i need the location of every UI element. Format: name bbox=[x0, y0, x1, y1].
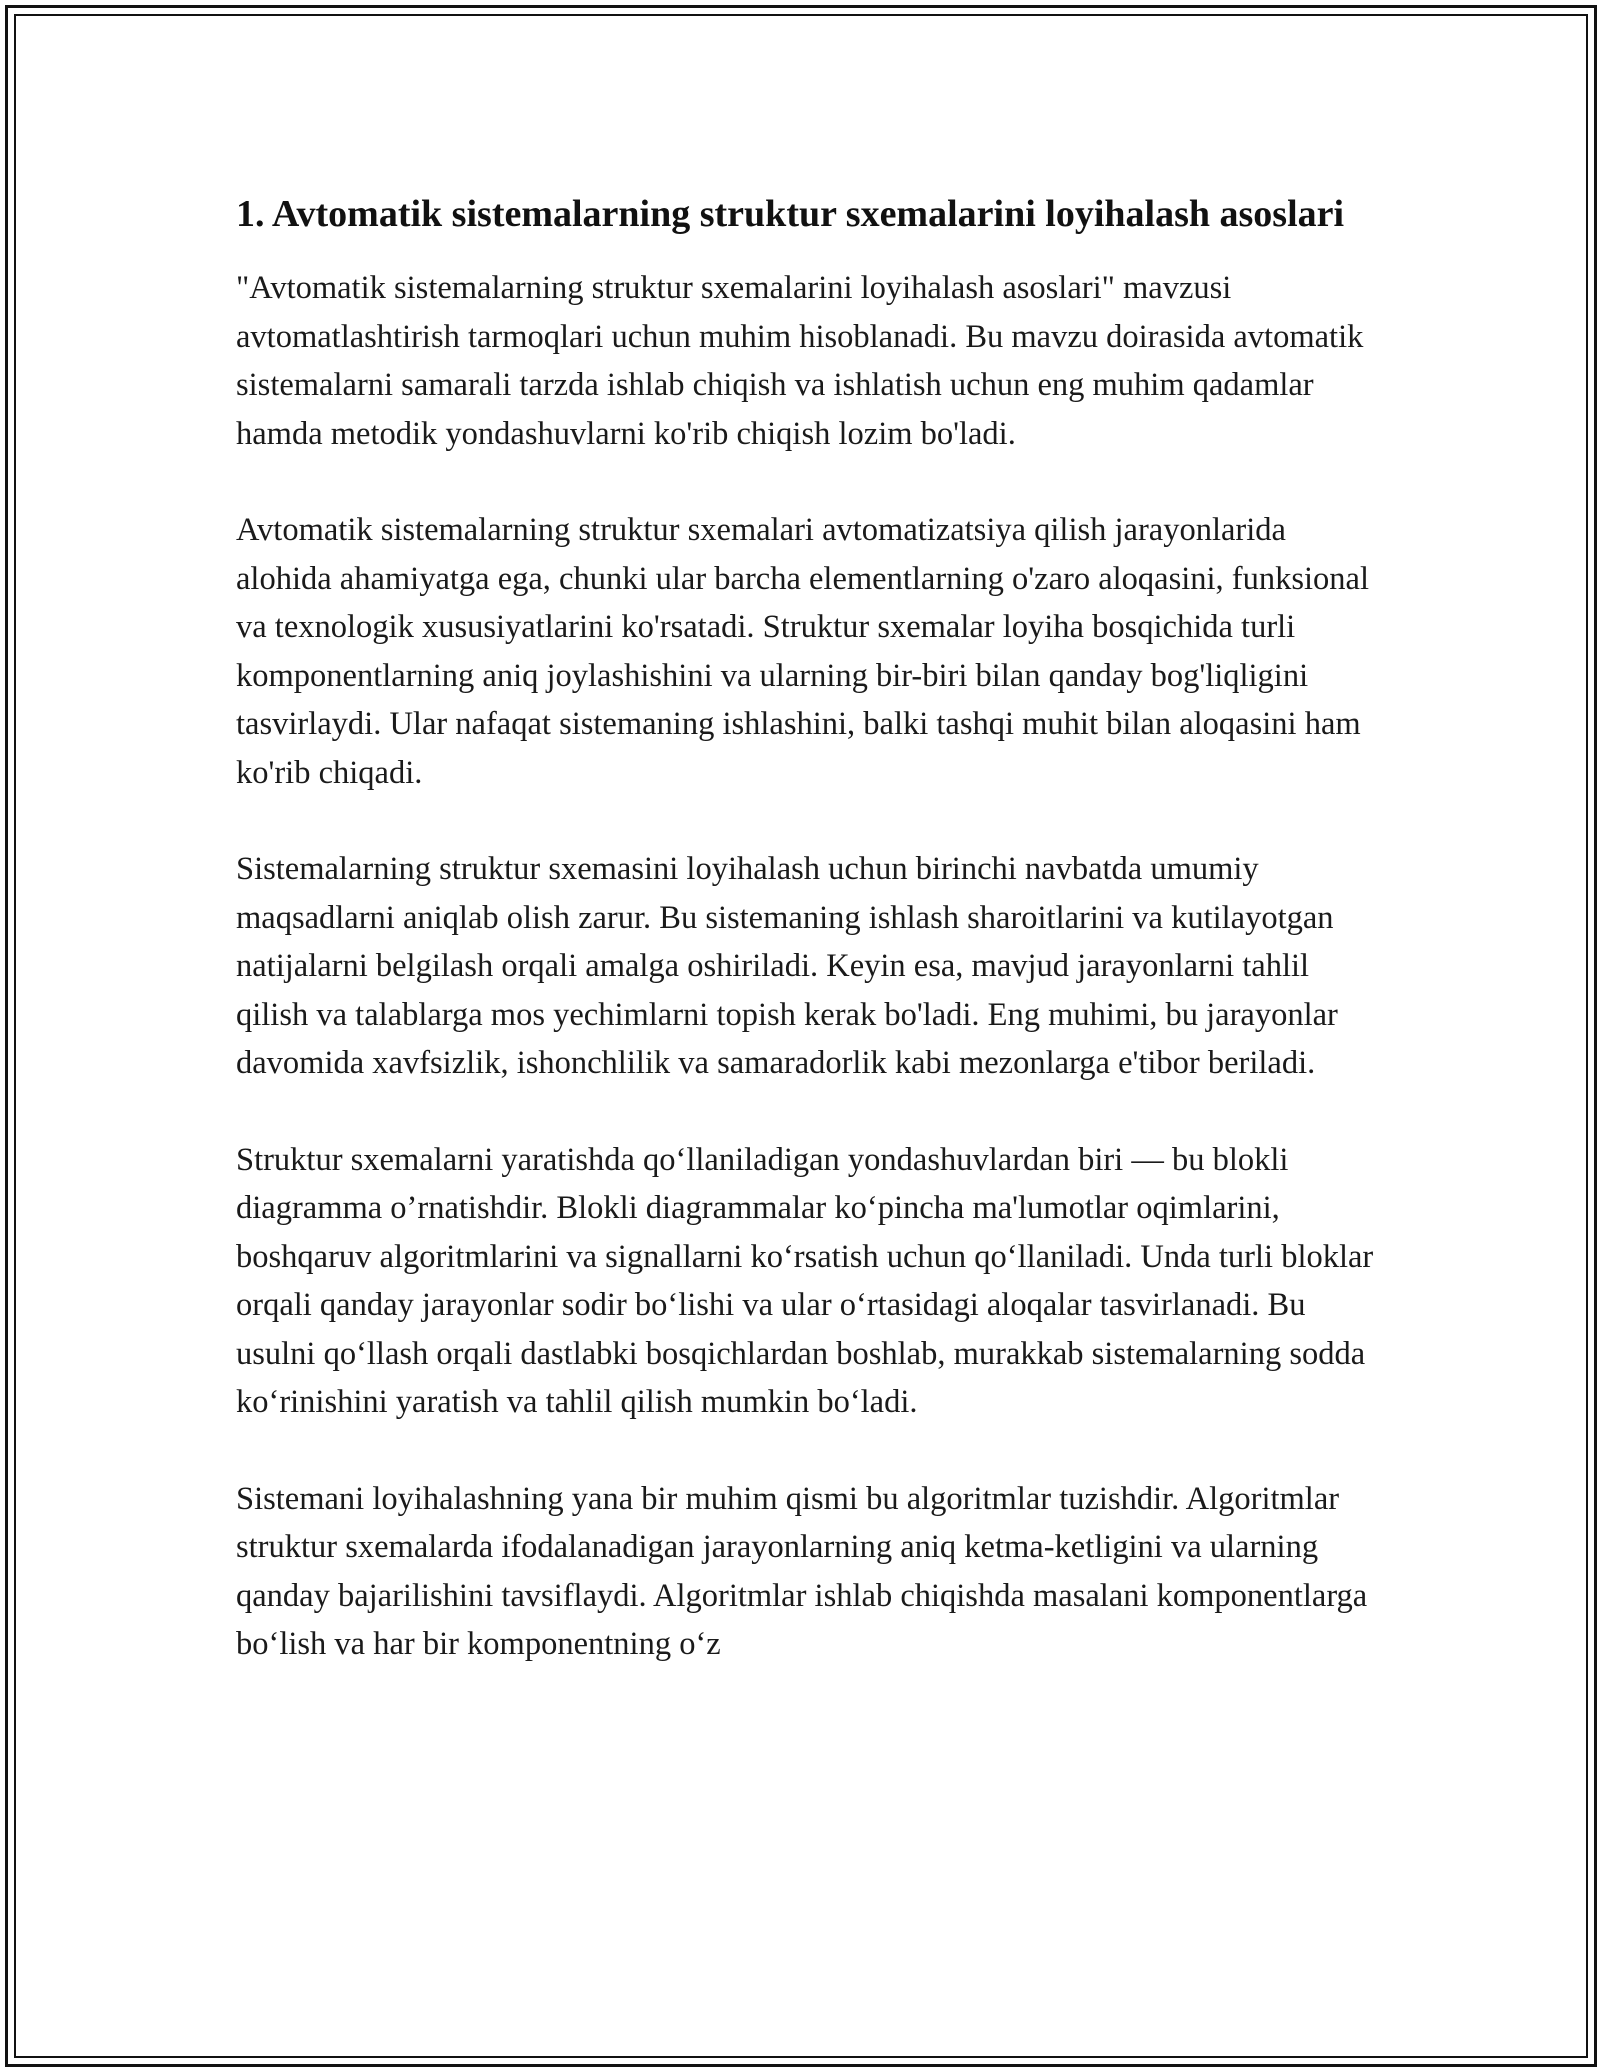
paragraph-block-diagrams: Struktur sxemalarni yaratishda qo‘llaniladigan yondashuvlardan biri — bu blokli diagramma o’rnatishdir. Blokli diagrammalar ko‘pincha ma'lumotlar oqimlarini, boshqaruv algoritmlarini va signallarni ko‘rsatish uchun qo‘llaniladi. Unda turli bloklar orqali qanday jarayonlar sodir bo‘lishi va ular o‘rtasidagi aloqalar tasvirlanadi. Bu usulni qo‘llash orqali dastlabki bosqichlardan boshlab, murakkab sistemalarning sodda ko‘rinishini yaratish va tahlil qilish mumkin bo‘ladi. bbox=[236, 1141, 1374, 1420]
document-body bbox=[236, 186, 1376, 1669]
paragraph-algorithms: Sistemani loyihalashning yana bir muhim qismi bu algoritmlar tuzishdir. Algoritmlar struktur sxemalarda ifodalanadigan jarayonlarning aniq ketma-ketligini va ularning qanday bajarilishini tavsiflaydi. Algoritmlar ishlab chiqishda masalani komponentlarga bo‘lish va har bir komponentning o‘z bbox=[236, 1480, 1368, 1662]
paragraph-structure-schemes: Avtomatik sistemalarning struktur sxemalari avtomatizatsiya qilish jarayonlarida alohida ahamiyatga ega, chunki ular barcha elementlarning o'zaro aloqasini, funksional va texnologik xususiyatlarini ko'rsatadi. Struktur sxemalar loyiha bosqichida turli komponentlarning aniq joylashishini va ularning bir-biri bilan qanday bog'liqligini tasvirlaydi. Ular nafaqat sistemaning ishlashini, balki tashqi muhit bilan aloqasini ham ko'rib chiqadi. bbox=[236, 512, 1369, 791]
document-title: 1. Avtomatik sistemalarning struktur sxemalarini loyihalash asoslari bbox=[236, 193, 1345, 235]
paragraph-intro: "Avtomatik sistemalarning struktur sxemalarini loyihalash asoslari" mavzusi avtomatlashtirish tarmoqlari uchun muhim hisoblanadi. Bu mavzu doirasida avtomatik sistemalarni samarali tarzda ishlab chiqish va ishlatish uchun eng muhim qadamlar hamda metodik yondashuvlarni ko'rib chiqish lozim bo'ladi. bbox=[236, 270, 1364, 452]
paragraph-design-goals: Sistemalarning struktur sxemasini loyihalash uchun birinchi navbatda umumiy maqsadlarni aniqlab olish zarur. Bu sistemaning ishlash sharoitlarini va kutilayotgan natijalarni belgilash orqali amalga oshiriladi. Keyin esa, mavjud jarayonlarni tahlil qilish va talablarga mos yechimlarni topish kerak bo'ladi. Eng muhimi, bu jarayonlar davomida xavfsizlik, ishonchlilik va samaradorlik kabi mezonlarga e'tibor beriladi. bbox=[236, 851, 1338, 1081]
